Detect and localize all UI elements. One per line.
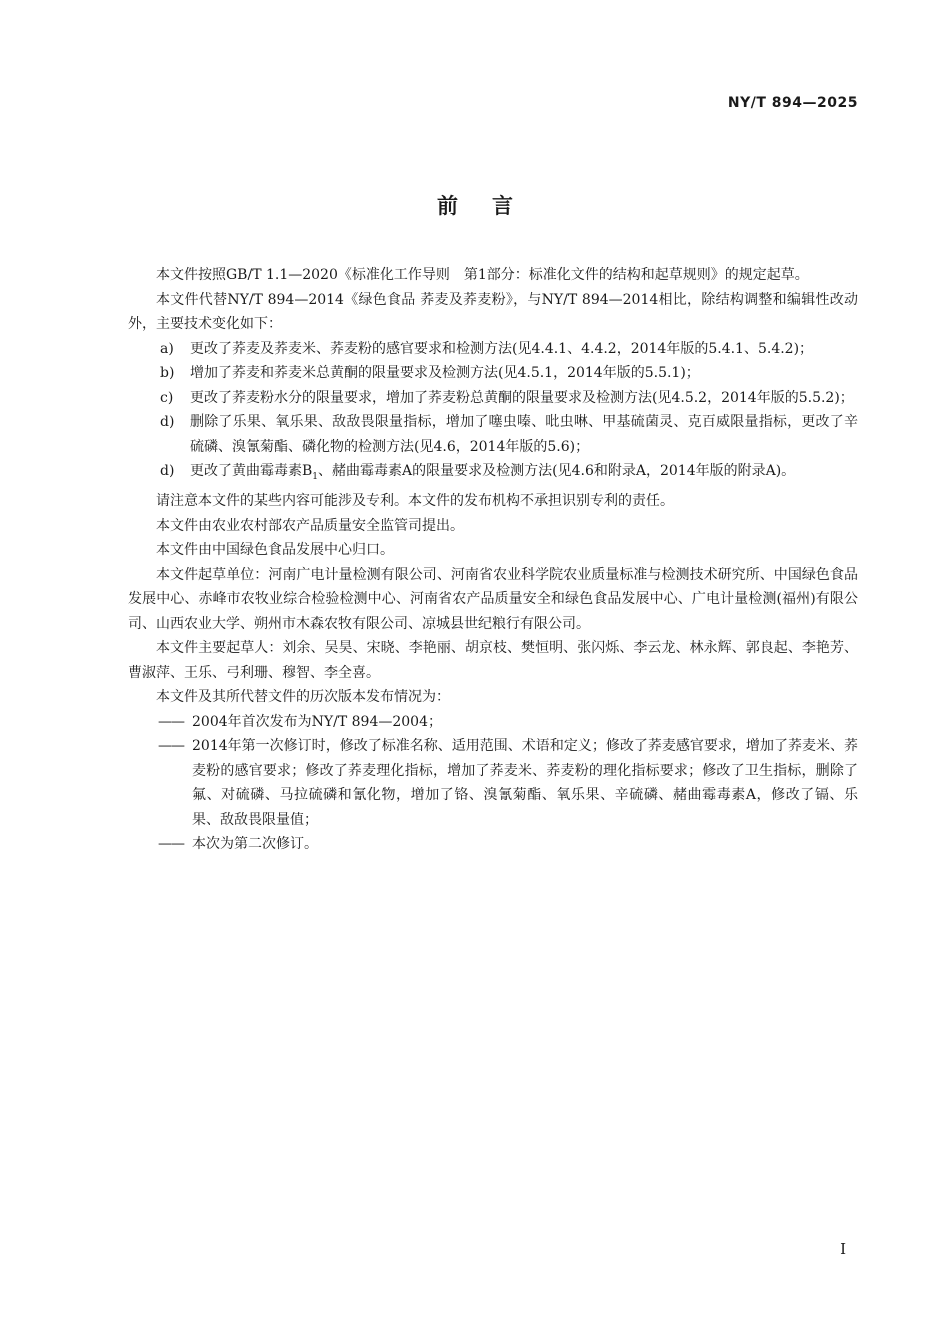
list-item-text bbox=[190, 459, 858, 489]
subscript: 1 bbox=[312, 471, 319, 482]
history-item bbox=[128, 710, 858, 735]
list-item-mark: b) bbox=[160, 365, 175, 381]
page-title: 前言 bbox=[437, 194, 547, 218]
paragraph-version-history: 本文件及其所代替文件的历次版本发布情况为： bbox=[156, 689, 450, 706]
history-item-dash: —— bbox=[158, 713, 184, 730]
list-item-mark: c) bbox=[160, 389, 174, 406]
list-item-text: 增加了荞麦和荞麦米总黄酮的限量要求及检测方法(见4.5.1，2014年版的5.5.1)； bbox=[190, 365, 700, 381]
history-item-dash: —— bbox=[158, 738, 184, 755]
list-item bbox=[128, 386, 858, 411]
list-item-mark: d) bbox=[160, 463, 175, 479]
list-item bbox=[128, 459, 858, 489]
paragraph-proposer: 本文件由农业农村部农产品质量安全监管司提出。 bbox=[156, 517, 464, 534]
history-item bbox=[128, 734, 858, 832]
history-item-text: 2014年第一次修订时，修改了标准名称、适用范围、术语和定义；修改了荞麦感官要求，增加了荞麦米、荞麦粉的感官要求；修改了荞麦理化指标，增加了荞麦米、荞麦粉的理化指标要求；修改了卫生指标，删除了氟、对硫磷、马拉硫磷和氰化物，增加了铬、溴氰菊酯、氧乐果、辛硫磷、赭曲霉毒素A，修改了镉、乐果、敌敌畏限量值； bbox=[192, 738, 858, 828]
document-body bbox=[128, 263, 858, 857]
history-item-text: 2004年首次发布为NY/T 894—2004； bbox=[192, 713, 442, 730]
paragraph-drafters: 本文件主要起草人：刘余、吴昊、宋晓、李艳丽、胡京枝、樊恒明、张闪烁、李云龙、林永辉、郭良起、李艳芳、曹淑萍、王乐、弓利珊、穆智、李全喜。 bbox=[128, 640, 858, 681]
history-item-dash: —— bbox=[158, 836, 184, 853]
list-item-text: 更改了荞麦粉水分的限量要求，增加了荞麦粉总黄酮的限量要求及检测方法(见4.5.2，2014年版的5.5.2)； bbox=[190, 389, 854, 406]
page-number: I bbox=[840, 1240, 846, 1258]
list-item-mark: a) bbox=[160, 340, 174, 357]
list-item-text: 删除了乐果、氧乐果、敌敌畏限量指标，增加了噻虫嗪、吡虫啉、甲基硫菌灵、克百威限量指标，更改了辛硫磷、溴氰菊酯、磷化物的检测方法(见4.6，2014年版的5.6)； bbox=[190, 414, 858, 455]
history-item-text: 本次为第二次修订。 bbox=[192, 836, 318, 853]
paragraph-centralized-unit: 本文件由中国绿色食品发展中心归口。 bbox=[156, 542, 394, 559]
standard-code: NY/T 894—2025 bbox=[727, 95, 858, 111]
list-item bbox=[128, 361, 858, 386]
list-item-mark: d) bbox=[160, 414, 175, 430]
list-item-text-before: 更改了黄曲霉毒素B bbox=[190, 463, 313, 479]
history-item bbox=[128, 832, 858, 857]
list-item-text: 更改了荞麦及荞麦米、荞麦粉的感官要求和检测方法(见4.4.1、4.4.2，2014年版的5.4.1、5.4.2)； bbox=[190, 340, 814, 357]
paragraph-drafting-rules: 本文件按照GB/T 1.1—2020《标准化工作导则 第1部分：标准化文件的结构和起草规则》的规定起草。 bbox=[156, 267, 809, 283]
paragraph-patent-notice: 请注意本文件的某些内容可能涉及专利。本文件的发布机构不承担识别专利的责任。 bbox=[156, 493, 674, 510]
paragraph-drafting-units: 本文件起草单位：河南广电计量检测有限公司、河南省农业科学院农业质量标准与检测技术研究所、中国绿色食品发展中心、赤峰市农牧业综合检验检测中心、河南省农产品质量安全和绿色食品发展中心、广电计量检测(福州)有限公司、山西农业大学、朔州市木森农牧有限公司、凉城县世纪粮行有限公司。 bbox=[128, 566, 858, 632]
list-item bbox=[128, 410, 858, 459]
list-item-text-after: 、赭曲霉毒素A的限量要求及检测方法(见4.6和附录A，2014年版的附录A)。 bbox=[318, 463, 796, 479]
list-item bbox=[128, 337, 858, 362]
paragraph-replacement: 本文件代替NY/T 894—2014《绿色食品 荞麦及荞麦粉》，与NY/T 894—2014相比，除结构调整和编辑性改动外，主要技术变化如下： bbox=[128, 291, 858, 332]
